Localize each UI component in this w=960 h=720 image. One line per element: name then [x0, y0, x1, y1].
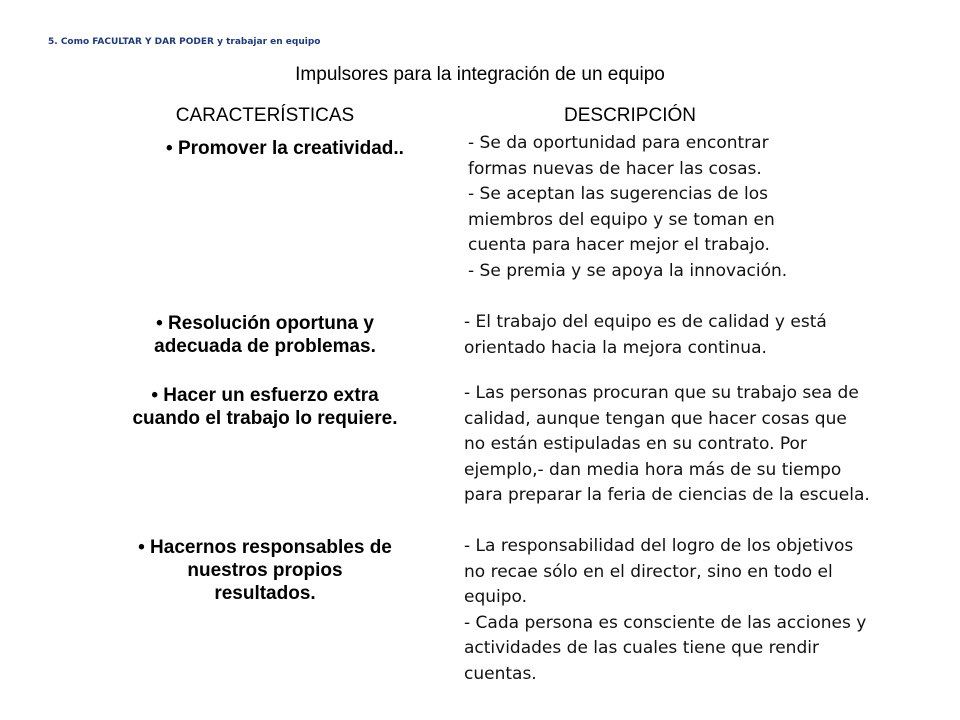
characteristic-line: • Promover la creatividad..	[166, 138, 404, 159]
description-line: cuenta para hacer mejor el trabajo.	[468, 235, 770, 255]
characteristic-line: • Hacernos responsables de	[138, 537, 392, 558]
column-header-description: DESCRIPCIÓN	[564, 105, 696, 126]
description-line: equipo.	[464, 587, 528, 607]
description-line: - Se aceptan las sugerencias de los	[468, 184, 768, 204]
description-line: orientado hacia la mejora continua.	[464, 337, 767, 358]
characteristic-esfuerzo-extra	[90, 385, 440, 431]
description-line: cuentas.	[464, 663, 537, 684]
description-line: miembros del equipo y se toman en	[468, 209, 775, 230]
characteristic-line: • Hacer un esfuerzo extra	[151, 385, 379, 406]
description-line: formas nuevas de hacer las cosas.	[468, 158, 762, 179]
page-title: Impulsores para la integración de un equipo	[295, 64, 665, 85]
characteristic-line: cuando el trabajo lo requiere.	[132, 407, 398, 429]
characteristic-line: nuestros propios	[187, 559, 343, 581]
description-line: - Cada persona es consciente de las acciones y	[464, 612, 867, 633]
column-header-characteristics: CARACTERÍSTICAS	[175, 105, 355, 126]
characteristic-responsables-resultados	[90, 537, 440, 605]
characteristic-line: • Resolución oportuna y	[156, 313, 374, 334]
description-line: - Se premia y se apoya la innovación.	[468, 260, 788, 281]
description-line: no recae sólo en el director, sino en todo el	[464, 561, 833, 582]
description-line: - Se da oportunidad para encontrar	[468, 133, 769, 153]
description-promover-creatividad	[468, 131, 787, 284]
description-line: no están estipuladas en su contrato. Por	[464, 434, 807, 454]
description-line: para preparar la feria de ciencias de la escuela.	[464, 485, 870, 505]
description-responsables-resultados	[464, 534, 866, 687]
characteristic-line: adecuada de problemas.	[154, 335, 376, 357]
description-line: - Las personas procuran que su trabajo sea de	[464, 383, 859, 403]
characteristic-line: resultados.	[214, 582, 316, 604]
description-line: actividades de las cuales tiene que rendir	[464, 638, 819, 658]
description-line: ejemplo,- dan media hora más de su tiempo	[464, 459, 842, 480]
description-line: calidad, aunque tengan que hacer cosas que	[464, 408, 847, 429]
description-esfuerzo-extra	[464, 381, 870, 509]
description-resolucion-problemas	[464, 310, 827, 361]
characteristic-resolucion-problemas	[100, 313, 430, 359]
characteristic-promover-creatividad	[110, 138, 460, 161]
description-line: - La responsabilidad del logro de los objetivos	[464, 536, 854, 556]
breadcrumb: 5. Como FACULTAR Y DAR PODER y trabajar en equipo	[48, 37, 321, 47]
description-line: - El trabajo del equipo es de calidad y está	[464, 312, 827, 332]
